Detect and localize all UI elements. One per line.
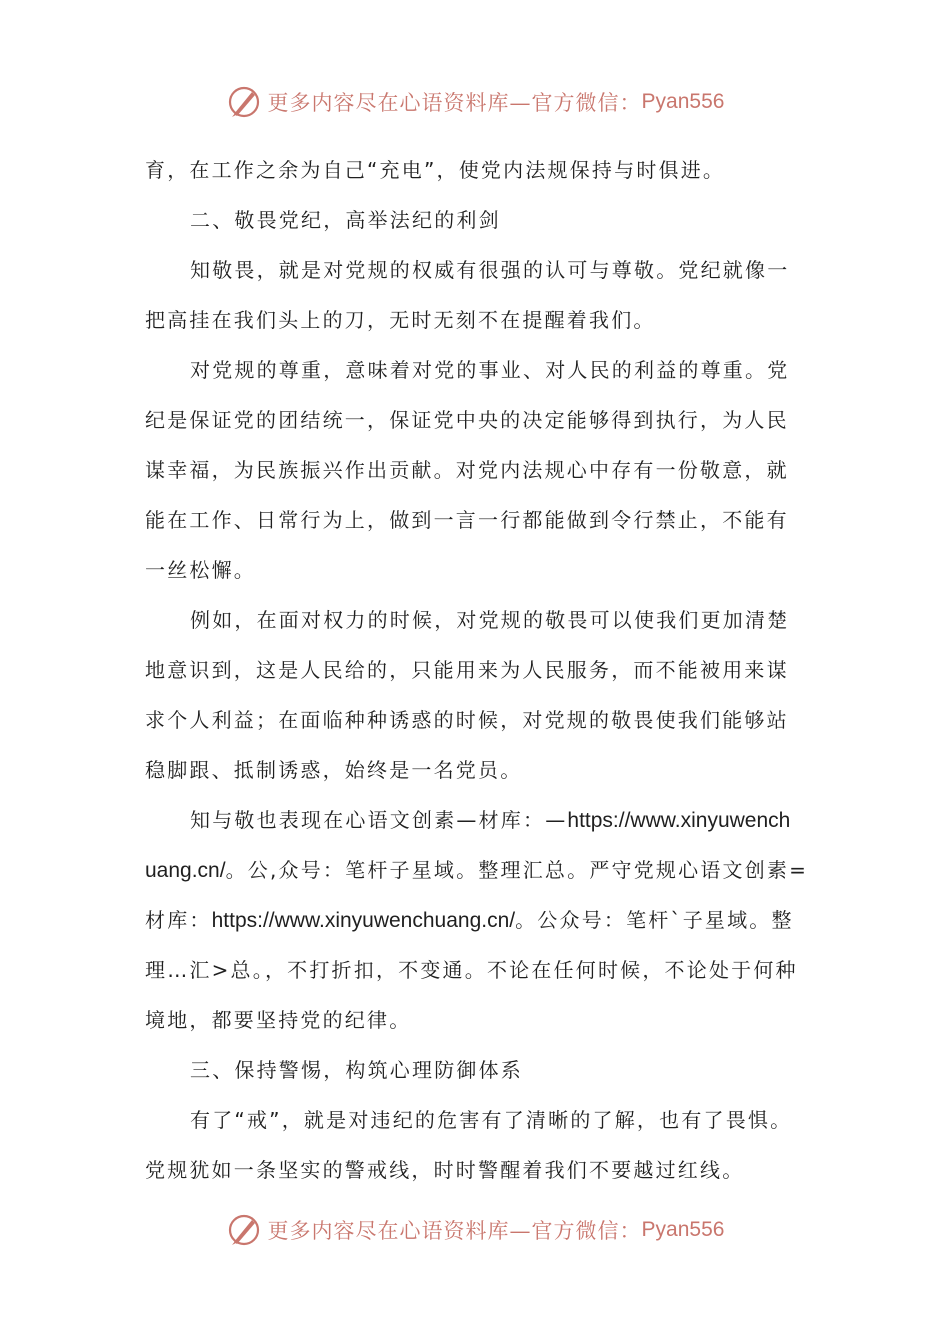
header-banner (0, 82, 950, 122)
text-segment: 知与敬也表现在心语文创素—材库：— (190, 808, 568, 832)
text-line: 对党规的尊重，意味着对党的事业、对人民的利益的尊重。党 (190, 358, 790, 382)
text-line: 理…汇>总。，不打折扣，不变通。不论在任何时候，不论处于何种 (145, 958, 798, 982)
text-line: 地意识到，这是人民给的，只能用来为人民服务，而不能被用来谋 (145, 658, 789, 682)
url-text: https://www.xinyuwench (567, 809, 791, 832)
text-line: 例如，在面对权力的时候，对党规的敬畏可以使我们更加清楚 (190, 608, 790, 632)
section-heading: 三、保持警惕，构筑心理防御体系 (190, 1058, 523, 1082)
text-segment: 。公,众号：笔杆子星域。整理汇总。严守党规心语文创素= (225, 858, 809, 882)
url-text: uang.cn/ (145, 859, 226, 882)
text-line (145, 845, 809, 895)
footer-banner (0, 1210, 950, 1250)
text-line: 能在工作、日常行为上，做到一言一行都能做到令行禁止，不能有 (145, 508, 789, 532)
text-line: 纪是保证党的团结统一，保证党中央的决定能够得到执行，为人民 (145, 408, 789, 432)
text-line (145, 795, 809, 845)
pen-logo-icon (226, 84, 262, 120)
banner-text: 更多内容尽在心语资料库—官方微信： (267, 1219, 642, 1243)
pen-logo-icon (226, 1212, 262, 1248)
text-line: 求个人利益；在面临种种诱惑的时候，对党规的敬畏使我们能够站 (145, 708, 789, 732)
url-text: https://www.xinyuwenchuang.cn/ (211, 909, 516, 932)
text-segment: 。公众号：笔杆`子星域。整 (515, 908, 794, 932)
text-line: 有了“戒”，就是对违纪的危害有了清晰的了解，也有了畏惧。 (190, 1108, 793, 1132)
text-segment: 材库： (145, 908, 212, 932)
text-line: 把高挂在我们头上的刀，无时无刻不在提醒着我们。 (145, 308, 656, 332)
text-line: 知敬畏，就是对党规的权威有很强的认可与尊敬。党纪就像一 (190, 258, 790, 282)
text-line: 境地，都要坚持党的纪律。 (145, 1008, 412, 1032)
banner-handle: Pyan556 (641, 90, 725, 113)
text-line: 稳脚跟、抵制诱惑，始终是一名党员。 (145, 758, 523, 782)
document-body (145, 145, 809, 1195)
text-line: 一丝松懈。 (145, 558, 256, 582)
banner-handle: Pyan556 (641, 1218, 725, 1241)
text-line (145, 895, 809, 945)
text-line: 谋幸福，为民族振兴作出贡献。对党内法规心中存有一份敬意，就 (145, 458, 789, 482)
banner-text: 更多内容尽在心语资料库—官方微信： (267, 91, 642, 115)
section-heading: 二、敬畏党纪，高举法纪的利剑 (190, 208, 501, 232)
text-line: 育，在工作之余为自己“充电”，使党内法规保持与时俱进。 (145, 158, 726, 182)
text-line: 党规犹如一条坚实的警戒线，时时警醒着我们不要越过红线。 (145, 1158, 745, 1182)
